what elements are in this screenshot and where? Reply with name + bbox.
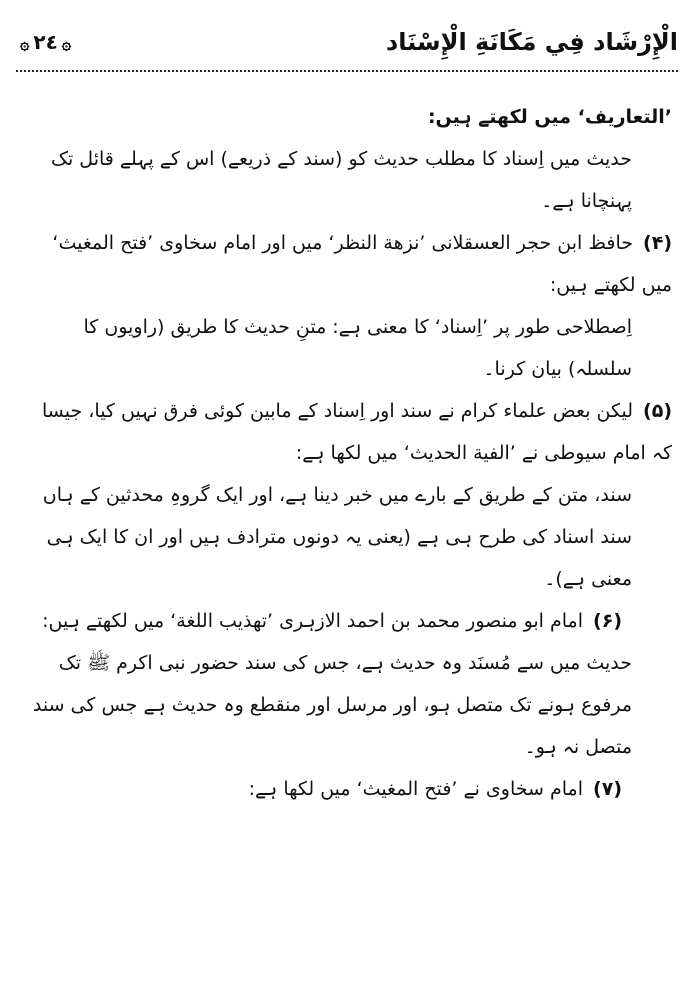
ornament-right-icon: ۞ [61, 34, 72, 53]
page-number: ٢٤ [33, 30, 58, 54]
item-number: (۶) [593, 610, 622, 632]
quote-block: حدیث میں اِسناد کا مطلب حدیث کو (سند کے ذریعے) اس کے پہلے قائل تک پہنچانا ہے۔ [50, 148, 632, 212]
numbered-item [22, 768, 622, 810]
page-body [22, 96, 672, 810]
numbered-item [22, 600, 622, 642]
page-number-block [16, 22, 75, 64]
item-number: (۵) [643, 400, 672, 422]
page-header [16, 22, 678, 66]
item-text: حافظ ابن حجر العسقلانی ’نزهة النظر‘ میں اور امام سخاوی ’فتح المغیث‘ میں لکھتے ہیں: [52, 232, 672, 296]
running-title: الْإِرْشَاد فِي مَكَانَةِ الْإِسْنَاد [385, 28, 678, 56]
quote-block: اِصطلاحی طور پر ’اِسناد‘ کا معنی ہے: متنِ حدیث کا طریق (راویوں کا سلسلہ) بیان کرنا۔ [83, 316, 632, 380]
ornament-left-icon: ۞ [20, 34, 30, 53]
item-number: (۴) [643, 232, 672, 254]
header-divider [16, 70, 678, 72]
quote-block: حدیث میں سے مُسنَد وہ حدیث ہے، جس کی سند حضور نبی اکرم ﷺ تک مرفوع ہونے تک متصل ہو، اور مرسل اور منقطع وہ حدیث ہے جس کی سند متصل نہ ہو۔ [32, 652, 632, 758]
item-number: (۷) [593, 778, 622, 800]
item-text: امام سخاوی نے ’فتح المغیث‘ میں لکھا ہے: [248, 778, 584, 800]
item-text: لیکن بعض علماء کرام نے سند اور اِسناد کے مابین کوئی فرق نہیں کیا، جیسا کہ امام سیوطی نے ’الفیة الحدیث‘ میں لکھا ہے: [42, 400, 672, 464]
numbered-item [22, 222, 672, 306]
item-text: امام ابو منصور محمد بن احمد الازہری ’تهذيب اللغة‘ میں لکھتے ہیں: [42, 610, 584, 632]
numbered-item [22, 390, 672, 474]
intro-line: ’التعاریف‘ میں لکھتے ہیں: [427, 106, 672, 128]
quote-block: سند، متن کے طریق کے بارے میں خبر دینا ہے، اور ایک گروہِ محدثین کے ہاں سند اسناد کی طرح ہی ہے (یعنی یہ دونوں مترادف ہیں اور ان کا ایک ہی معنی ہے)۔ [42, 484, 632, 590]
